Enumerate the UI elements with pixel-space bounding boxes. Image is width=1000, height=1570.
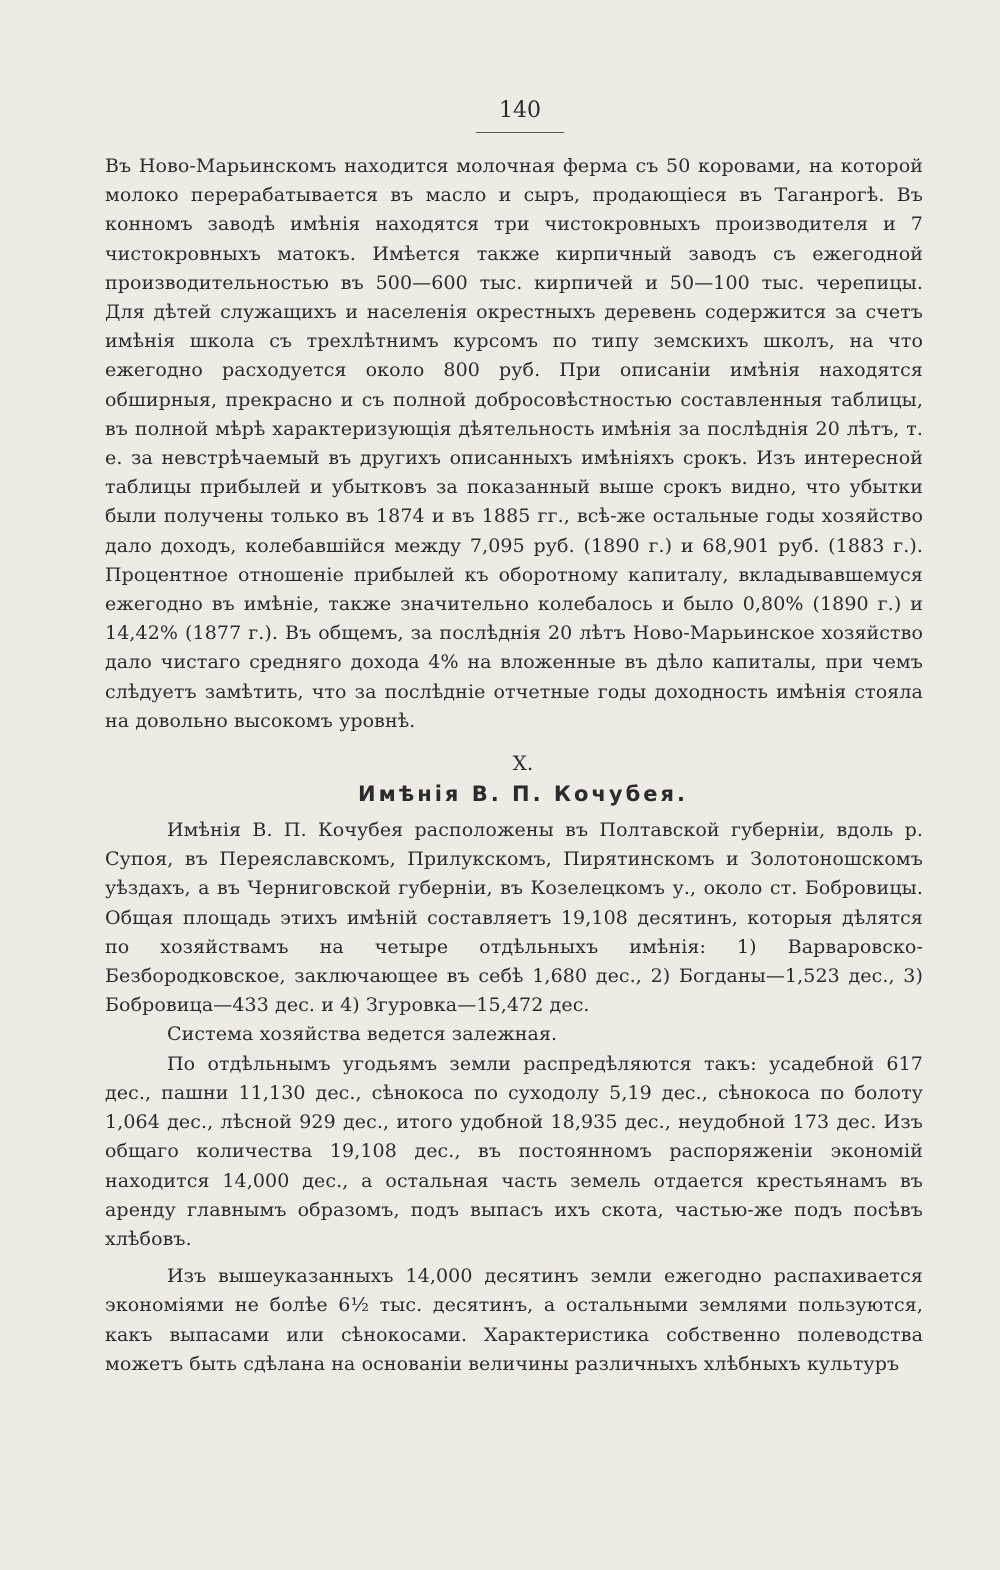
paragraph-plowing: Изъ вышеуказанныхъ 14,000 десятинъ земли ежегодно распахивается экономiями не болѣе 6½ тыс. десятинъ, а остальными землями пользуются, какъ выпасами или сѣнокосами. Характеристика собственно полеводства можетъ быть сдѣлана на основанiи величины различныхъ хлѣбныхъ культуръ (105, 1265, 923, 1375)
paragraph-land: По отдѣльнымъ угодьямъ земли распредѣляются такъ: усадебной 617 дес., пашни 11,130 дес., сѣнокоса по суходолу 5,19 дес., сѣнокоса по болоту 1,064 дес., лѣсной 929 дес., итого удобной 18,935 дес., неудобной 173 дес. Изъ общаго количества 19,108 дес., въ постоянномъ распоряженiи экономiй находится 14,000 дес., а остальная часть земель отдается крестьянамъ въ аренду главнымъ образомъ, подъ выпасъ ихъ скота, частью-же подъ посѣвъ хлѣбовъ. (105, 1052, 923, 1250)
paragraph-system: Система хозяйства ведется залежная. (167, 1023, 558, 1046)
page-number-rule (476, 132, 564, 133)
section-number: X. (512, 751, 534, 776)
paragraph-ferma: Въ Ново-Марьинскомъ находится молочная ферма съ 50 коровами, на которой молоко перерабатывается въ масло и сыръ, продающiеся въ Таганрогѣ. Въ конномъ заводѣ имѣнiя находятся три чистокровныхъ производителя и 7 чистокровныхъ матокъ. Имѣется также кирпичный заводъ съ ежегодной производительностью въ 500—600 тыс. кирпичей и 50—100 тыс. черепицы. Для дѣтей служащихъ и населенiя окрестныхъ деревень содержится за счетъ имѣнiя школа съ трехлѣтнимъ курсомъ по типу земскихъ школъ, на что ежегодно расходуется около 800 руб. При описанiи имѣнiя находятся обширныя, прекрасно и съ полной добросовѣстностью составленныя таблицы, въ полной мѣрѣ характеризующiя дѣятельность имѣнiя за послѣднiя 20 лѣтъ, т. е. за невстрѣчаемый въ другихъ описанныхъ имѣнiяхъ срокъ. Изъ интересной таблицы прибылей и убытковъ за показанный выше срокъ видно, что убытки были получены только въ 1874 и въ 1885 гг., всѣ-же остальные годы хозяйство дало доходъ, колебавшiйся между 7,095 руб. (1890 г.) и 68,901 руб. (1883 г.). Процентное отношенiе прибылей къ оборотному капиталу, вкладывавшемуся ежегодно въ имѣнiе, также значительно колебалось и было 0,80% (1890 г.) и 14,42% (1877 г.). Въ общемъ, за послѣднiя 20 лѣтъ Ново-Марьинское хозяйство дало чистаго средняго дохода 4% на вложенные въ дѣло капиталы, при чемъ слѣдуетъ замѣтить, что за послѣднiе отчетные годы доходность имѣнiя стояла на довольно высокомъ уровнѣ. (105, 155, 923, 732)
section-title: Имѣнiя В. П. Кочубея. (358, 782, 688, 807)
paragraph-location: Имѣнiя В. П. Кочубея расположены въ Полтавской губернiи, вдоль р. Супоя, въ Переяславскомъ, Прилукскомъ, Пирятинскомъ и Золотоношскомъ уѣздахъ, а въ Черниговской губернiи, въ Козелецкомъ у., около ст. Бобровицы. Общая площадь этихъ имѣнiй составляетъ 19,108 десятинъ, которыя дѣлятся по хозяйствамъ на четыре отдѣльныхъ имѣнiя: 1) Варваровско-Безбородковское, заключающее въ себѣ 1,680 дес., 2) Богданы—1,523 дес., 3) Бобровица—433 дес. и 4) Згуровка—15,472 дес. (105, 819, 923, 1017)
body-text (105, 152, 923, 1379)
page-number: 140 (499, 98, 541, 123)
